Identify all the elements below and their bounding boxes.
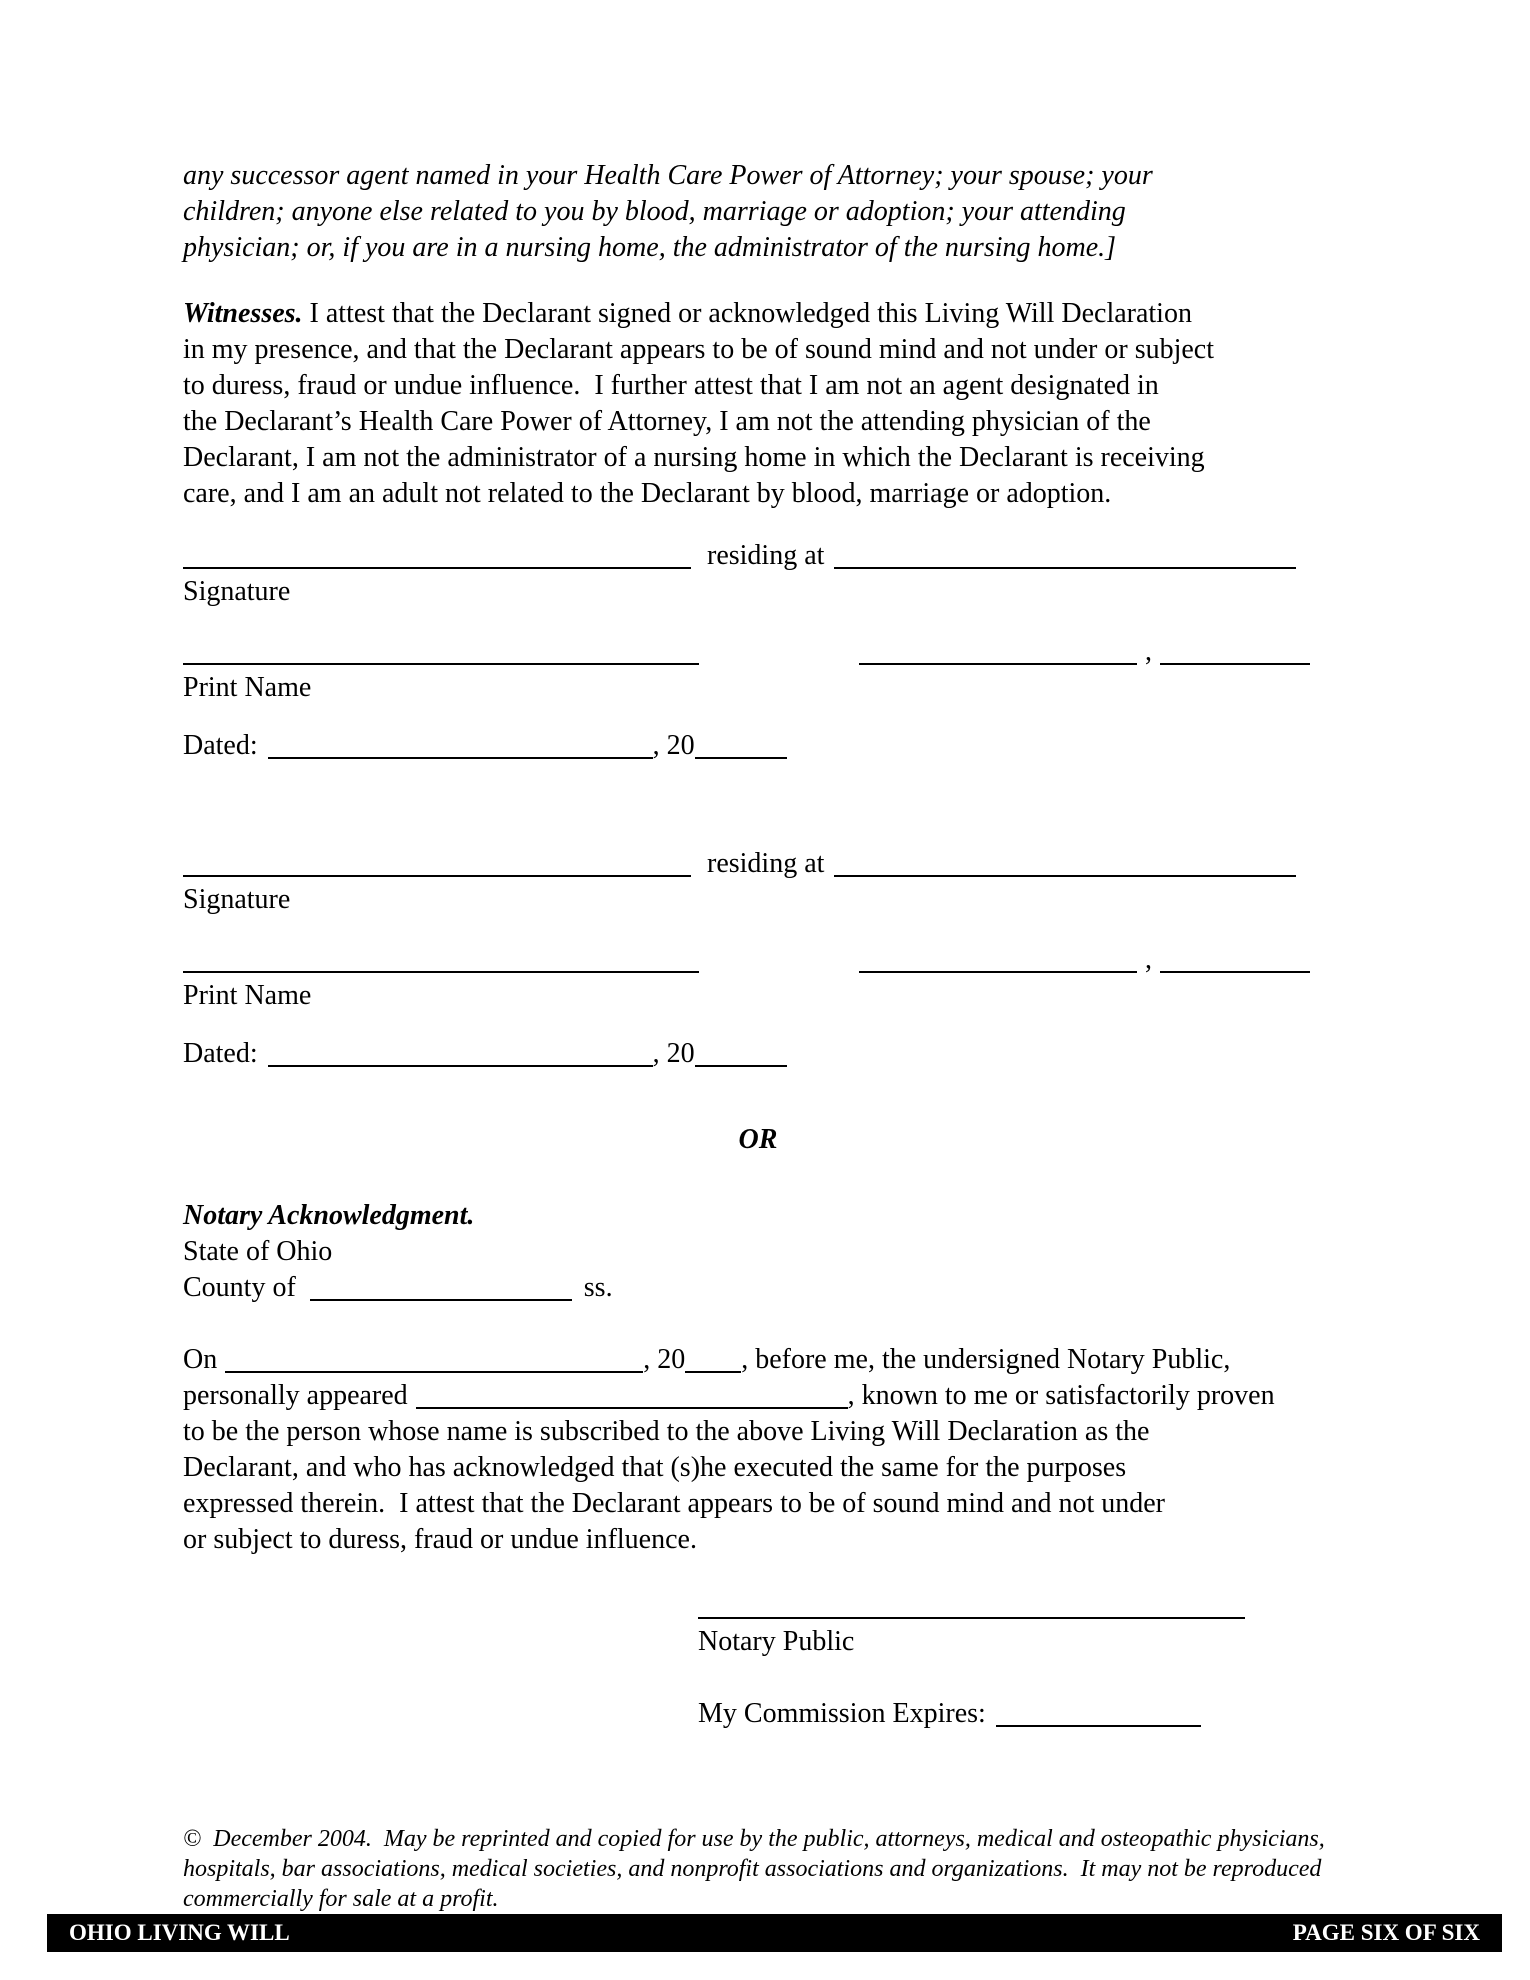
county-row [183, 1270, 1333, 1306]
text-line: or subject to duress, fraud or undue influence. [183, 1524, 697, 1555]
personally-appeared-label: personally appeared [183, 1380, 408, 1411]
witness2-print-name-blank [183, 945, 699, 973]
state-of-ohio-line: State of Ohio [183, 1236, 333, 1267]
text-line: hospitals, bar associations, medical societies, and nonprofit associations and organizations. It may not be reproduced [183, 1856, 1322, 1882]
text-line: any successor agent named in your Health Care Power of Attorney; your spouse; your [183, 160, 1153, 191]
text-line: expressed therein. I attest that the Declarant appears to be of sound mind and not under [183, 1488, 1166, 1519]
signature-label: Signature [183, 884, 291, 915]
footer-title: OHIO LIVING WILL [69, 1920, 290, 1945]
year-prefix: , 20 [643, 1344, 686, 1375]
text-line: © December 2004. May be reprinted and copied for use by the public, attorneys, medical and osteopathic physicians, [183, 1826, 1325, 1852]
copyright-notice [183, 1824, 1333, 1914]
witness2-address-blank [834, 849, 1296, 877]
ss-label: ss. [583, 1272, 613, 1303]
commission-label: My Commission Expires: [698, 1698, 986, 1729]
year-prefix: , 20 [652, 730, 695, 761]
witness1-dated-row [183, 728, 1333, 764]
residing-at-label: residing at [707, 540, 825, 571]
text-line: Declarant, I am not the administrator of a nursing home in which the Declarant is receiving [183, 442, 1205, 473]
witness1-address-blank [834, 541, 1296, 569]
intro-paragraph [183, 158, 1333, 266]
witness2-year-blank [695, 1039, 787, 1067]
witness2-dated-row [183, 1036, 1333, 1072]
text-line: commercially for sale at a profit. [183, 1886, 499, 1912]
notary-signature-row [698, 1588, 1333, 1624]
signature-label: Signature [183, 576, 291, 607]
text-line: the Declarant’s Health Care Power of Attorney, I am not the attending physician of the [183, 406, 1151, 437]
witness-block-2 [183, 846, 1333, 1072]
notary-public-label: Notary Public [698, 1626, 855, 1657]
commission-date-blank [996, 1699, 1201, 1727]
witness2-signature-row [183, 846, 1333, 882]
witnesses-first-line-text: I attest that the Declarant signed or acknowledged this Living Will Declaration [309, 298, 1192, 329]
witness1-signature-blank [183, 541, 691, 569]
text-line: Declarant, and who has acknowledged that (s)he executed the same for the purposes [183, 1452, 1127, 1483]
text-line: to duress, fraud or undue influence. I further attest that I am not an agent designated in [183, 370, 1159, 401]
notary-line1-text: , before me, the undersigned Notary Public, [741, 1344, 1231, 1375]
text-line: children; anyone else related to you by blood, marriage or adoption; your attending [183, 196, 1126, 227]
commission-row [698, 1696, 1333, 1732]
notary-paragraph-lines [183, 1414, 1333, 1558]
witness1-city-blank [859, 637, 1137, 665]
notary-heading: Notary Acknowledgment. [183, 1200, 475, 1231]
witness1-print-name-blank [183, 637, 699, 665]
residing-at-label: residing at [707, 848, 825, 879]
witness1-date-blank [268, 731, 653, 759]
notary-on-row [183, 1342, 1333, 1378]
dated-label: Dated: [183, 1038, 258, 1069]
witnesses-paragraph [183, 296, 1333, 512]
witness2-date-blank [268, 1039, 653, 1067]
print-name-label: Print Name [183, 980, 312, 1011]
text-line: physician; or, if you are in a nursing home, the administrator of the nursing home.] [183, 232, 1117, 263]
notary-line2-text: , known to me or satisfactorily proven [847, 1380, 1275, 1411]
witness1-print-row [183, 634, 1333, 670]
footer-page-number: PAGE SIX OF SIX [1292, 1920, 1480, 1945]
text-line: care, and I am an adult not related to the Declarant by blood, marriage or adoption. [183, 478, 1112, 509]
print-name-label: Print Name [183, 672, 312, 703]
notary-signature-blank [698, 1591, 1245, 1619]
text-line: in my presence, and that the Declarant appears to be of sound mind and not under or subject [183, 334, 1215, 365]
county-label: County of [183, 1272, 296, 1303]
witnesses-paragraph-lines [183, 332, 1333, 512]
witnesses-heading: Witnesses. [183, 298, 303, 329]
or-separator: OR [738, 1124, 778, 1155]
year-prefix: , 20 [652, 1038, 695, 1069]
notary-year-blank [685, 1345, 741, 1373]
footer-bar [47, 1914, 1502, 1952]
comma-separator: , [1145, 944, 1152, 975]
notary-date-blank [225, 1345, 643, 1373]
witness1-state-blank [1160, 637, 1310, 665]
dated-label: Dated: [183, 730, 258, 761]
comma-separator: , [1145, 636, 1152, 667]
witness1-signature-row [183, 538, 1333, 574]
notary-appeared-row [183, 1378, 1333, 1414]
witness-block-1 [183, 538, 1333, 764]
witness2-signature-blank [183, 849, 691, 877]
witness2-print-row [183, 942, 1333, 978]
on-label: On [183, 1344, 218, 1375]
witness2-state-blank [1160, 945, 1310, 973]
notary-signature-block [698, 1588, 1333, 1732]
text-line: to be the person whose name is subscribed to the above Living Will Declaration as the [183, 1416, 1150, 1447]
document-content [183, 158, 1333, 1914]
witness2-city-blank [859, 945, 1137, 973]
declarant-name-blank [416, 1381, 848, 1409]
county-blank [310, 1273, 572, 1301]
notary-paragraph [183, 1342, 1333, 1558]
text-line [183, 296, 1333, 332]
witness1-year-blank [695, 731, 787, 759]
